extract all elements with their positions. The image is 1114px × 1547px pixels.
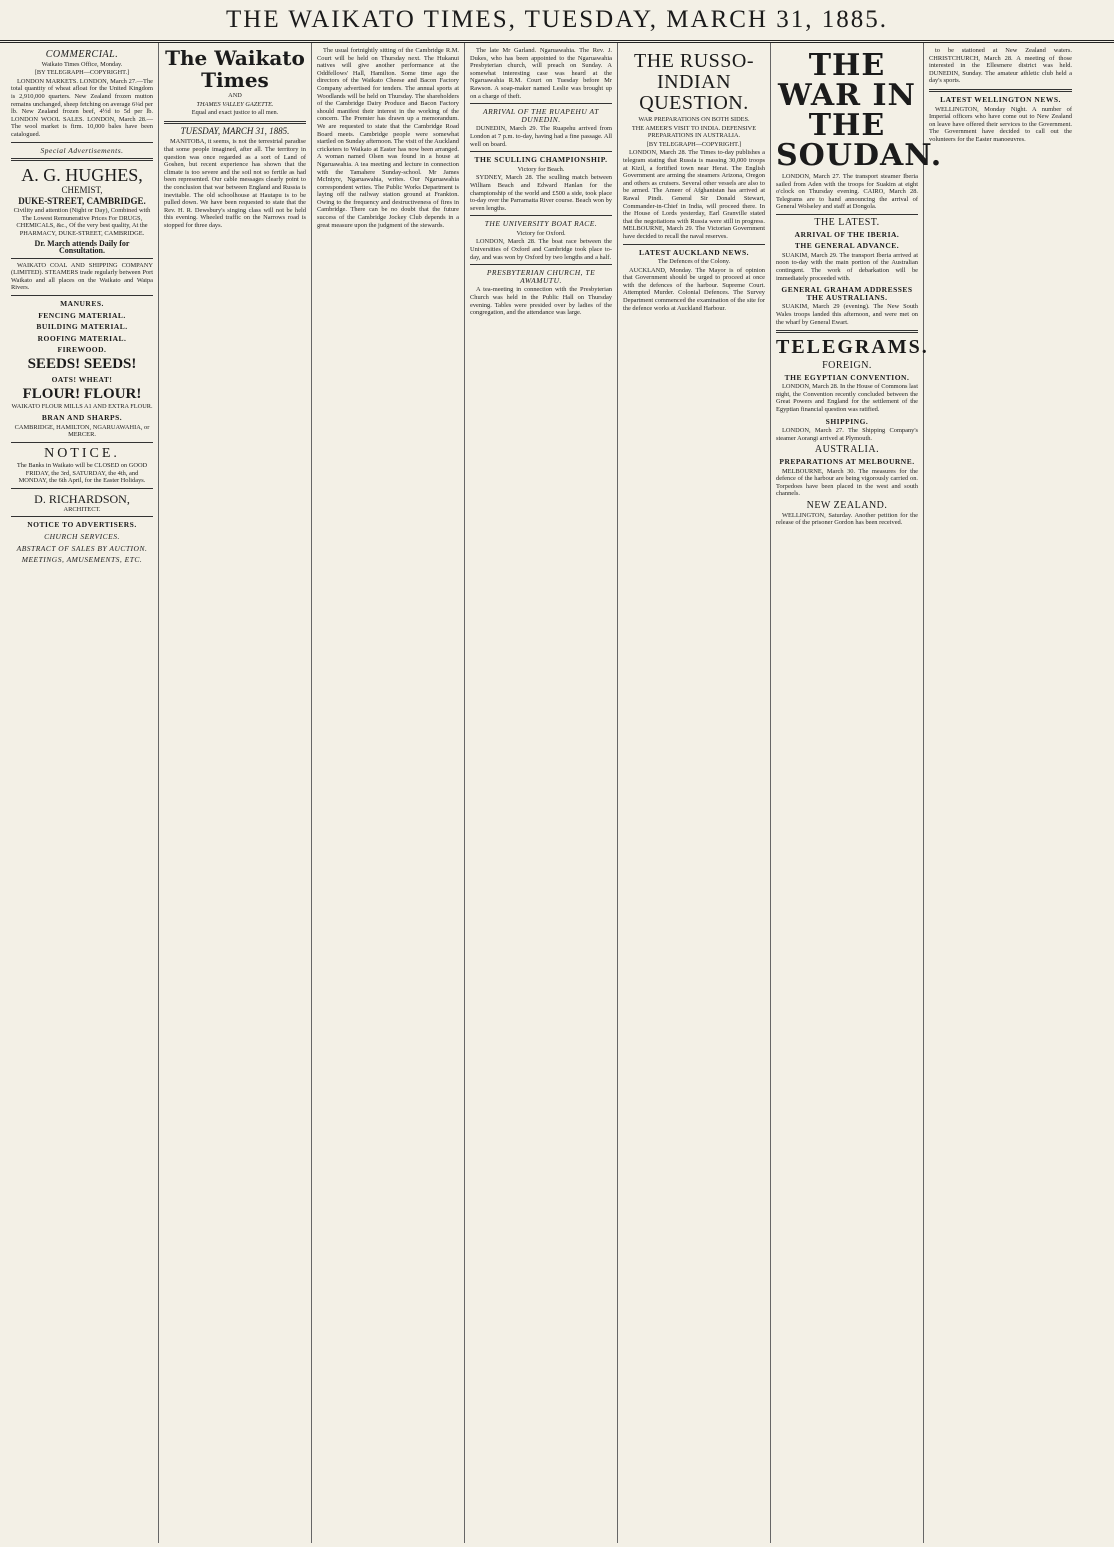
firewood-heading: FIREWOOD. [57, 345, 107, 355]
hughes-address: DUKE-STREET, CAMBRIDGE. [18, 196, 146, 207]
flour-subheading: WAIKATO FLOUR MILLS A1 AND EXTRA FLOUR. [11, 402, 153, 410]
auckland-news-subheading: The Defences of the Colony. [657, 258, 731, 266]
graham-heading: GENERAL GRAHAM ADDRESSES THE AUSTRALIANS. [781, 285, 913, 302]
column-5 [618, 43, 771, 1543]
towns-list: CAMBRIDGE, HAMILTON, NGARUAWAHIA, or MERCER. [14, 423, 150, 439]
building-heading: BUILDING MATERIAL. [36, 322, 128, 332]
hughes-chemist: CHEMIST, [61, 185, 103, 196]
divider [470, 264, 612, 265]
paper-title: The Waikato Times [165, 46, 305, 92]
divider [11, 442, 153, 443]
consultation-notice: Dr. March attends Daily for Consultation. [34, 238, 130, 256]
meetings-heading: MEETINGS, AMUSEMENTS, ETC. [21, 555, 143, 565]
abstract-heading: ABSTRACT OF SALES BY AUCTION. [16, 543, 148, 553]
divider [470, 215, 612, 216]
divider [929, 89, 1072, 92]
seeds-heading: SEEDS! SEEDS! [27, 356, 137, 373]
ruapehu-heading: ARRIVAL OF THE RUAPEHU AT DUNEDIN. [483, 107, 599, 124]
auckland-news-heading: LATEST AUCKLAND NEWS. [638, 247, 750, 257]
roofing-heading: ROOFING MATERIAL. [37, 333, 127, 343]
telegrams-heading: TELEGRAMS. [776, 336, 929, 359]
egypt-heading: THE EGYPTIAN CONVENTION. [784, 372, 910, 382]
manures-heading: MANURES. [60, 299, 104, 309]
latest-heading: THE LATEST. [814, 216, 880, 228]
commercial-heading: COMMERCIAL. [45, 49, 119, 60]
soudan-war-text: LONDON, March 27. The transport steamer Iberia sailed from Aden with the troops for Suakim at eight o'clock on Thursday evening. CAIRO, March 28. Telegrams are to hand announcing the arrival of General Wolseley and staff at Dongola. [776, 173, 918, 211]
church-heading: CHURCH SERVICES. [44, 531, 120, 541]
commercial-subheading: Waikato Times Office, Monday. [41, 60, 123, 68]
wellington-news-heading: LATEST WELLINGTON NEWS. [940, 94, 1061, 104]
notice-heading: NOTICE. [44, 446, 120, 461]
sculling-text: SYDNEY, March 28. The sculling match between William Beach and Edward Hanlan for the championship of the world and £500 a side, took place to-day over the Parramatta River course. Beach won by seven lengths. [470, 174, 612, 212]
shipping-text: LONDON, March 27. The Shipping Company's steamer Aorangi arrived at Plymouth. [776, 427, 918, 442]
graham-text: SUAKIM, March 29 (evening). The New South Wales troops landed this afternoon, and were met on the wharf by General Ewart. [776, 303, 918, 326]
flour-heading: FLOUR! FLOUR! [22, 385, 142, 402]
hughes-name: A. G. HUGHES, [21, 165, 143, 186]
bran-heading: BRAN AND SHARPS. [41, 413, 123, 423]
divider [11, 488, 153, 489]
paper-motto: Equal and exact justice to all men. [191, 109, 279, 117]
boat-race-subheading: Victory for Oxford. [516, 229, 566, 237]
russo-indian-heading: THE RUSSO-INDIAN QUESTION. [633, 50, 754, 114]
divider [11, 142, 153, 143]
divider [164, 121, 306, 124]
richardson-name: D. RICHARDSON, [34, 491, 130, 506]
paper-and: AND [228, 92, 242, 99]
auckland-news-text: AUCKLAND, Monday. The Mayor is of opinion that Government should be urged to proceed at once with the defences of the harbour. Supreme Court. Attempted Murder. Colonial Defences. The Survey Department commenced the examination of the site for the defence works at Auckland Harbour. [623, 266, 765, 312]
iberia-heading: ARRIVAL OF THE IBERIA. [794, 229, 900, 239]
hughes-text: Civility and attention (Night or Day), Combined with The Lowest Remunerative Prices For DRUGS, CHEMICALS, &c., Of the very best quality, At the PHARMACY, DUKE-STREET, CAMBRIDGE. [13, 207, 151, 237]
boat-race-heading: THE UNIVERSITY BOAT RACE. [484, 219, 598, 229]
column-1 [6, 43, 159, 1543]
boat-race-text: LONDON, March 28. The boat race between the Universities of Oxford and Cambridge took place to-day, and was won by Oxford by two lengths and a half. [470, 238, 612, 261]
special-ads-heading: Special Advertisements. [40, 145, 124, 155]
date-line: TUESDAY, MARCH 31, 1885. [180, 125, 290, 136]
column-3 [312, 43, 465, 1543]
divider [11, 258, 153, 259]
melbourne-preparations-heading: PREPARATIONS AT MELBOURNE. [779, 457, 915, 467]
egypt-text: LONDON, March 28. In the House of Commons last night, the Convention recently concluded between the Great Powers and England for the settlement of the Egyptian financial question was ratified. [776, 383, 918, 414]
column-7 [924, 43, 1077, 1543]
column-4 [465, 43, 618, 1543]
regional-news-text: to be stationed at New Zealand waters. CHRISTCHURCH, March 28. A meeting of those interested in the Ellesmere district was held. DUNEDIN, Sunday. The amateur athletic club held a day's sports. [929, 47, 1072, 85]
new-zealand-text: WELLINGTON, Saturday. Another petition for the release of the prisoner Gordon has been received. [776, 511, 918, 527]
russo-indian-subheading: WAR PREPARATIONS ON BOTH SIDES. [638, 116, 750, 123]
divider [11, 158, 153, 161]
divider [470, 103, 612, 104]
divider [623, 244, 765, 245]
column-2 [159, 43, 312, 1543]
paper-subtitle: THAMES VALLEY GAZETTE. [196, 100, 274, 108]
russo-indian-subheading-2: THE AMEER'S VISIT TO INDIA. DEFENSIVE PREPARATIONS IN AUSTRALIA. [631, 124, 757, 140]
divider [11, 295, 153, 296]
advance-heading: THE GENERAL ADVANCE. [794, 241, 900, 251]
local-news-text: The usual fortnightly sitting of the Cambridge R.M. Court will be held on Thursday next. The Hukanui natives will give another performance at the Oddfellows' Hall, Hamilton. Some time ago the directors of the Waikato Cheese and Bacon Factory Company advertised for tenders. The annual sports at Woodlands will be held on Thursday. The shareholders of the Cambridge Dairy Produce and Bacon Factory should manifest their interest in the working of the concern. The Premier has drawn up a memorandum. We are requested to state that the Cambridge Road Board meets. Cambridge people were somewhat startled on Sunday afternoon. The visit of the Auckland cricketers to Waikato at Easter has now been arranged. A woman named Olsen was found in a house at Ngaruawahia. A tea meeting and lecture in connection with the Tamahere Sunday-school. Mr James McIntyre, Ngaruawahia, writes. Our Ngaruawahia correspondent writes. The Public Works Department is laying off the railway station ground at Frankton. Owing to the frequency and destructiveness of fires in Cambridge. There can be no doubt that the future success of the Cambridge Jockey Club depends in a great measure upon the judgment of the stewards. [317, 47, 459, 229]
editorial-text: MANITOBA, it seems, is not the terrestrial paradise that some people imagined, after all. The territory in question was once regarded as a sort of Land of Goshen, but recent experience has shown that the climate is too severe and the soil not so fertile as had been represented. Our cable messages clearly point to the conclusion that war between England and Russia is inevitable. The old schoolhouse at Hautapu is to be pulled down. We have been requested to state that the Rev. H. R. Dewsbury's singing class will not be held this evening. Wheeled traffic on the Narrows road is stopped for three days. [164, 138, 306, 229]
page-columns [0, 43, 1114, 1543]
commercial-text: LONDON MARKETS. LONDON, March 27.—The total quantity of wheat afloat for the United Kingdom is 2,910,000 quarters. New Zealand frozen mutton remains unchanged, sheep fetching on average 6¼d per lb. New Zealand frozen beef, 4½d to 5d per lb. LONDON WOOL SALES. LONDON, March 28.—The wool market is firm. 10,000 bales have been catalogued. [11, 77, 153, 138]
russo-indian-telegraph: [BY TELEGRAPH—COPYRIGHT.] [646, 140, 742, 148]
melbourne-preparations-text: MELBOURNE, March 30. The measures for the defence of the harbour are being vigorously carried on. Torpedoes have been placed in the west and south channels. [776, 467, 918, 498]
advertisers-heading: NOTICE TO ADVERTISERS. [27, 520, 137, 530]
ruapehu-text: DUNEDIN, March 29. The Ruapehu arrived from London at 7 p.m. to-day, having had a fine passage. All well on board. [470, 125, 612, 148]
oats-heading: OATS! WHEAT! [51, 375, 113, 385]
divider [776, 330, 918, 333]
advance-text: SUAKIM, March 29. The transport Iberia arrived at noon to-day with the main portion of the Australian contingent. The work of debarkation will be immediately proceeded with. [776, 251, 918, 282]
presbyterian-text: A tea-meeting in connection with the Presbyterian Church was held in the Public Hall on Thursday evening. Tables were presided over by ladies of the congregation, and the attendance was large. [470, 286, 612, 317]
divider [11, 516, 153, 517]
fencing-heading: FENCING MATERIAL. [38, 310, 126, 320]
new-zealand-heading: NEW ZEALAND. [806, 500, 888, 511]
richardson-title: ARCHITECT. [63, 505, 101, 513]
commercial-telegraph: [BY TELEGRAPH—COPYRIGHT.] [34, 69, 130, 77]
notice-text: The Banks in Waikato will be CLOSED on GOOD FRIDAY, the 3rd, SATURDAY, the 4th, and MONDAY, the 6th April, for the Easter Holidays. [16, 462, 148, 485]
wellington-news-text: WELLINGTON, Monday Night. A number of Imperial officers who have come out to New Zealand on leave have offered their services to the Government. The Government have decided to call out the volunteers for the Easter manoeuvres. [929, 105, 1072, 143]
foreign-heading: FOREIGN. [822, 360, 872, 372]
sculling-subheading: Victory for Beach. [517, 165, 565, 173]
steam-company-ad: WAIKATO COAL AND SHIPPING COMPANY (LIMITED). STEAMERS trade regularly between Port Waikato and all places on the Waikato and Waipa Rivers. [11, 261, 153, 292]
masthead: THE WAIKATO TIMES, TUESDAY, MARCH 31, 1885. [0, 0, 1114, 43]
shipping-heading: SHIPPING. [825, 416, 869, 426]
ngaruawahia-text: The late Mr Garland. Ngaruawahia. The Rev. J. Dukes, who has been appointed to the Ngaruawahia Presbyterian church, will preach on Sunday. A somewhat interesting case was heard at the Ngaruawahia R.M. Court on Tuesday before Mr Rawson. A soap-maker named Leslie was brought up on a charge of theft. [470, 47, 612, 100]
soudan-war-heading: THE WAR IN THE SOUDAN. [776, 48, 943, 173]
australia-heading: AUSTRALIA. [814, 444, 880, 456]
sculling-heading: THE SCULLING CHAMPIONSHIP. [474, 155, 608, 165]
divider [470, 151, 612, 152]
divider [776, 214, 918, 215]
column-6 [771, 43, 943, 1543]
russo-indian-text: LONDON, March 28. The Times to-day publishes a telegram stating that Russia is massing 30,000 troops at Kizil, a fortified town near Herat. The English Government are arming the steamers Arizona, Oregon and others as cruisers. Several other vessels are also to be armed. The Ameer of Afghanistan has arrived at Rawal Pindi. General Sir Donald Stewart, Commander-in-Chief in India, will proceed there. In the House of Lords yesterday, Earl Granville stated that the negotiations with Russia were still in progress. MELBOURNE, March 29. The Victorian Government have decided to recall the naval reserves. [623, 149, 765, 240]
presbyterian-heading: PRESBYTERIAN CHURCH, TE AWAMUTU. [486, 268, 596, 285]
